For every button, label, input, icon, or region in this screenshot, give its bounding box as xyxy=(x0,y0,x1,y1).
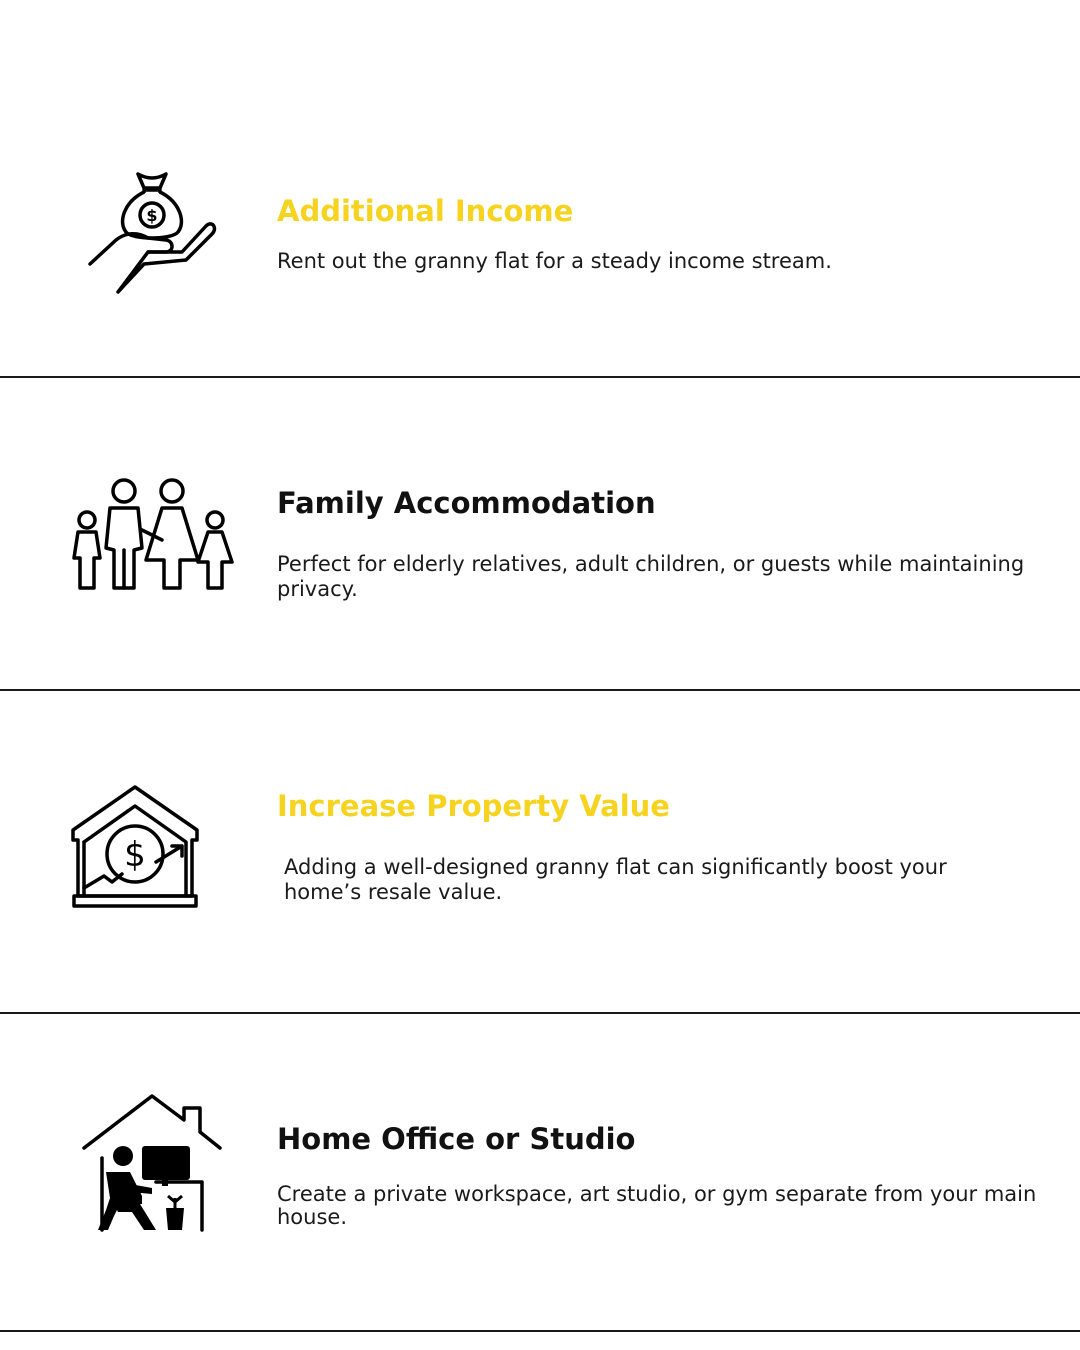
section-desc-home-office: Create a private workspace, art studio, or gym separate from your main house. xyxy=(277,1182,1037,1229)
home-office-icon xyxy=(82,1092,222,1234)
section-divider xyxy=(0,1330,1080,1332)
house-dollar-growth-icon xyxy=(70,784,200,910)
svg-text:$: $ xyxy=(124,835,146,875)
section-divider xyxy=(0,1012,1080,1014)
svg-text:$: $ xyxy=(146,206,158,225)
section-desc-family-accommodation: Perfect for elderly relatives, adult children, or guests while maintaining privacy. xyxy=(277,552,1025,601)
section-desc-increase-property-value: Adding a well-designed granny flat can significantly boost your home’s resale value. xyxy=(284,855,947,904)
section-title-home-office: Home Office or Studio xyxy=(277,1122,636,1156)
section-title-family-accommodation: Family Accommodation xyxy=(277,486,656,520)
hand-money-bag-icon xyxy=(86,168,218,294)
section-title-additional-income: Additional Income xyxy=(277,194,574,228)
section-divider xyxy=(0,689,1080,691)
section-divider xyxy=(0,376,1080,378)
family-icon xyxy=(66,478,238,594)
section-desc-additional-income: Rent out the granny flat for a steady income stream. xyxy=(277,249,832,273)
section-title-increase-property-value: Increase Property Value xyxy=(277,789,670,823)
